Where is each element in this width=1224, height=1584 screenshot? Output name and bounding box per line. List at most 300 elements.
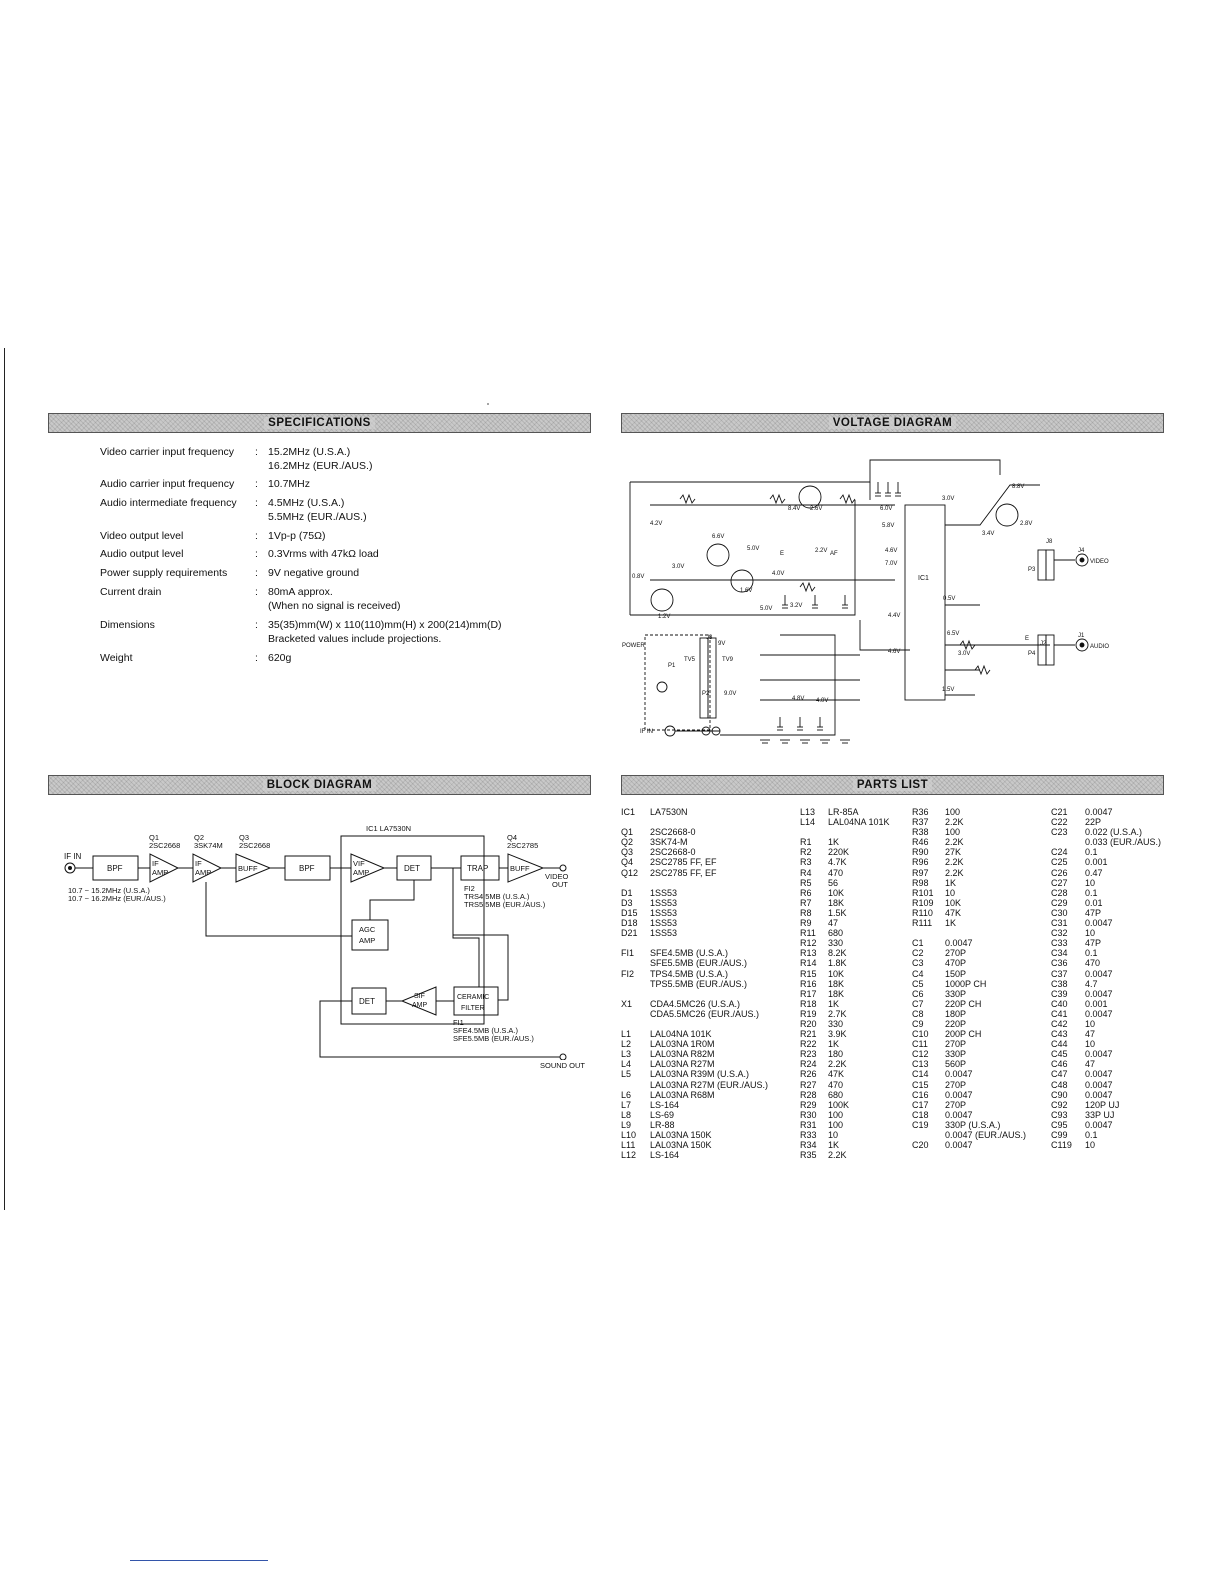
svg-text:IF: IF [152,859,159,868]
svg-text:VIF: VIF [353,859,365,868]
part-value: 2SC2668-0 [650,847,696,858]
vd-voltage-label: 4.0V [816,698,829,704]
part-value: TPS4.5MB (U.S.A.) [650,968,729,979]
part-value: 470 [828,867,844,878]
vd-voltage-label: 4.4V [888,613,901,619]
part-ref: C24 [1051,847,1068,858]
part-value: 0.001 [1085,998,1108,1009]
part-ref: R9 [800,918,812,929]
part-ref: R19 [800,1008,817,1019]
part-ref: FI2 [621,968,635,979]
vd-voltage-label: J1 [1078,633,1085,639]
part-value: 0.1 [1085,847,1098,858]
bd-fi2: FI2 [464,884,475,893]
part-ref: R35 [800,1150,817,1161]
part-value: LAL03NA 150K [650,1130,712,1140]
bd-sif-amp-triangle [402,987,436,1015]
part-value: 0.0047 [1085,1069,1113,1080]
spec-colon: : [255,446,258,458]
part-ref: L5 [621,1069,632,1080]
part-value: 4.7 [1085,978,1098,989]
parts-row [621,928,796,938]
vd-voltage-label: E [780,551,785,557]
part-ref: L3 [621,1049,632,1060]
parts-row [912,1039,1050,1049]
part-value: 270P [945,1039,967,1050]
parts-row [912,948,1050,958]
parts-row [912,878,1050,888]
vd-voltage-label: J2 [1040,641,1047,647]
part-value: 0.0047 [945,1140,973,1151]
part-ref: R30 [800,1109,817,1120]
bd-det2: DET [359,997,375,1006]
part-value: 0.0047 [945,938,973,949]
part-ref: C37 [1051,968,1068,979]
part-value: 47P [1085,938,1102,949]
parts-row [1051,1120,1161,1130]
part-value: LAL03NA 1R0M [650,1039,715,1050]
bd-fi1-eur: SFE5.5MB (EUR./AUS.) [453,1034,534,1043]
parts-row [912,928,1050,938]
parts-row [1051,969,1161,979]
part-ref: C29 [1051,897,1068,908]
part-ref: R18 [800,998,817,1009]
part-value: 0.0047 [945,1069,973,1080]
voltage-diagram-header [621,413,1164,433]
parts-row [912,1019,1050,1029]
parts-row [621,948,796,958]
vd-voltage-label: J8 [1046,539,1053,545]
parts-row [621,918,796,928]
part-ref: C48 [1051,1079,1068,1090]
parts-row [800,1029,908,1039]
spec-value: 4.5MHz (U.S.A.) [268,497,345,509]
part-value: 1SS53 [650,928,678,939]
parts-row [912,918,1050,928]
spec-label: Power supply requirements [100,567,228,579]
parts-row [621,989,796,999]
parts-row [1051,1049,1161,1059]
vd-connector-p4 [1046,635,1054,665]
parts-row [800,999,908,1009]
part-value: 0.0047 [1085,1008,1113,1019]
parts-row [912,837,1050,847]
part-ref: R1 [800,837,812,848]
part-ref: FI1 [621,948,635,959]
part-value: 1K [828,1039,840,1050]
part-value: TPS5.5MB (EUR./AUS.) [650,978,748,989]
parts-row [621,969,796,979]
part-value: 100 [945,827,961,838]
parts-row [621,958,796,968]
parts-row [912,898,1050,908]
part-value: LAL03NA R27M (EUR./AUS.) [650,1079,769,1090]
vd-voltage-label: 6.6V [712,534,725,540]
spec-value: 1Vp-p (75Ω) [268,530,326,542]
parts-row [1051,1090,1161,1100]
parts-row [1051,1039,1161,1049]
bd-buff2: BUFF [510,864,530,873]
part-value: 47P [1085,907,1102,918]
footer-rule [130,1560,268,1561]
spec-colon: : [255,652,258,664]
parts-row [621,1100,796,1110]
vd-voltage-label: 5.0V [747,546,760,552]
part-ref: L1 [621,1029,632,1040]
part-ref: R33 [800,1130,817,1140]
spec-value: 5.5MHz (EUR./AUS.) [268,511,367,523]
vd-voltage-label: 7.0V [885,561,898,567]
parts-row [621,979,796,989]
part-ref: C45 [1051,1049,1068,1060]
part-value: 1SS53 [650,907,678,918]
parts-row [912,1100,1050,1110]
vd-voltage-label: 2.2V [815,548,828,554]
parts-row [800,928,908,938]
part-value: 56 [828,877,839,888]
spec-label: Audio intermediate frequency [100,497,237,509]
part-ref: C41 [1051,1008,1068,1019]
parts-row [912,1120,1050,1130]
part-value: 0.47 [1085,867,1103,878]
part-ref: R37 [912,817,929,828]
part-value: 1.5K [828,907,847,918]
vd-voltage-label: E [1025,636,1030,642]
parts-row [912,1090,1050,1100]
bd-q4-part: 2SC2785 [507,841,539,850]
parts-row [621,878,796,888]
vd-voltage-label: 8.4V [788,506,801,512]
parts-row [1051,1029,1161,1039]
bd-ic1: IC1 LA7530N [366,824,412,833]
part-value: 0.033 (EUR./AUS.) [1085,837,1162,848]
spec-colon: : [255,619,258,631]
parts-row [800,1009,908,1019]
part-ref: R31 [800,1119,817,1130]
parts-row [1051,1140,1161,1150]
part-value: 10K [828,887,845,898]
vd-voltage-label: 4.2V [650,521,663,527]
parts-row [800,888,908,898]
spec-value: Bracketed values include projections. [268,633,442,645]
parts-row [800,918,908,928]
svg-text:IF: IF [195,859,202,868]
part-ref: R16 [800,978,817,989]
part-ref: D3 [621,897,633,908]
part-ref: D21 [621,928,638,939]
parts-row [800,898,908,908]
part-value: 2SC2785 FF, EF [650,867,717,878]
part-value: 560P [945,1059,967,1070]
part-ref: R24 [800,1059,817,1070]
part-value: 2.2K [945,817,964,828]
part-ref: C34 [1051,948,1068,959]
vd-voltage-label: 2.6V [810,506,823,512]
part-ref: L12 [621,1150,637,1161]
svg-text:OUT: OUT [552,880,568,889]
parts-row [621,827,796,837]
part-ref: C30 [1051,907,1068,918]
part-ref: C4 [912,968,924,979]
vd-ic1-box [905,505,945,700]
vd-voltage-label: 5.8V [882,523,895,529]
part-value: 100K [828,1099,850,1110]
part-ref: C14 [912,1069,929,1080]
parts-row [800,1130,908,1140]
part-value: 0.0047 [945,1089,973,1100]
parts-list-col4 [1051,807,1161,1150]
parts-row [800,1049,908,1059]
part-value: 470 [828,1079,844,1090]
parts-row [800,969,908,979]
parts-row [1051,1100,1161,1110]
vd-voltage-label: 0.8V [632,574,645,580]
part-ref: R3 [800,857,812,868]
parts-row [621,1049,796,1059]
vd-voltage-label: 4.8V [792,696,805,702]
parts-row [1051,979,1161,989]
parts-row [912,1140,1050,1150]
parts-row [1051,807,1161,817]
part-ref: R13 [800,948,817,959]
spec-label: Current drain [100,586,162,598]
part-ref: C33 [1051,938,1068,949]
bd-bpf2: BPF [299,864,315,873]
part-ref: R21 [800,1029,817,1040]
block-diagram-title: BLOCK DIAGRAM [263,779,377,791]
part-ref: C39 [1051,988,1068,999]
video-out-connector-icon [560,865,566,871]
parts-row [1051,868,1161,878]
parts-row [1051,918,1161,928]
part-ref: C119 [1051,1140,1072,1151]
spec-value: 10.7MHz [268,478,311,490]
part-value: 1K [945,877,957,888]
part-ref: L4 [621,1059,632,1070]
vd-voltage-label: 3.2V [790,603,803,609]
spec-label: Audio carrier input frequency [100,478,235,490]
part-value: CDA4.5MC26 (U.S.A.) [650,998,741,1009]
parts-row [912,1080,1050,1090]
part-value: 1K [828,998,840,1009]
spec-value: 0.3Vrms with 47kΩ load [268,548,379,560]
part-ref: C90 [1051,1089,1068,1100]
spec-colon: : [255,497,258,509]
part-value: 1K [945,918,957,929]
vd-voltage-label: 1.6V [740,588,753,594]
vd-voltage-label: 5.0V [760,606,773,612]
parts-row [621,1080,796,1090]
parts-row [800,1110,908,1120]
parts-row [1051,1110,1161,1120]
part-ref: Q12 [621,867,639,878]
svg-text:AMP: AMP [359,936,376,945]
part-value: 4.7K [828,857,847,868]
parts-list-col2 [800,807,908,1160]
part-ref: C9 [912,1018,924,1029]
part-ref: R111 [912,918,933,929]
part-ref: Q2 [621,837,634,848]
part-ref: R6 [800,887,812,898]
svg-text:AMP: AMP [152,868,169,877]
spec-colon: : [255,548,258,560]
svg-text:AMP: AMP [412,1002,428,1009]
parts-row [1051,898,1161,908]
part-ref: R12 [800,938,817,949]
spec-label: Dimensions [100,619,155,631]
parts-row [912,999,1050,1009]
parts-row [912,958,1050,968]
part-ref: R46 [912,837,929,848]
part-ref: R8 [800,907,812,918]
spec-value: (When no signal is received) [268,600,401,612]
part-value: LR-85A [828,807,859,817]
part-ref: C32 [1051,928,1068,939]
part-value: 18K [828,897,845,908]
parts-row [912,979,1050,989]
vd-voltage-label: TV5 [684,657,696,663]
vd-voltage-label: 1.2V [658,614,671,620]
parts-row [621,908,796,918]
parts-row [621,1009,796,1019]
part-value: 2.7K [828,1008,847,1019]
part-value: 18K [828,988,845,999]
part-ref: R101 [912,887,934,898]
part-value: SFE5.5MB (EUR./AUS.) [650,958,748,969]
part-ref: C38 [1051,978,1068,989]
parts-row [621,1130,796,1140]
part-value: 10 [1085,1018,1096,1029]
parts-row [1051,999,1161,1009]
parts-row [621,888,796,898]
parts-row [912,938,1050,948]
part-ref: C6 [912,988,924,999]
part-ref: L10 [621,1130,637,1140]
parts-list-header [621,775,1164,795]
parts-row [912,857,1050,867]
part-value: 470 [1085,958,1101,969]
vd-voltage-label: 4.0V [772,571,785,577]
parts-row [912,1059,1050,1069]
bd-q3: Q3 [239,833,250,842]
part-value: 680 [828,1089,844,1100]
parts-row [1051,908,1161,918]
parts-row [621,1069,796,1079]
vd-voltage-label: J3 [706,635,713,641]
bd-trap: TRAP [467,864,489,873]
parts-row [621,1039,796,1049]
bd-fi2-usa: TRS4.5MB (U.S.A.) [464,892,530,901]
part-ref: C93 [1051,1109,1068,1120]
part-ref: R2 [800,847,812,858]
parts-row [1051,857,1161,867]
parts-row [912,827,1050,837]
spec-value: 9V negative ground [268,567,360,579]
parts-row [912,1130,1050,1140]
vd-voltage-label: J4 [1078,548,1085,554]
vd-voltage-label: 2.8V [1020,521,1033,527]
parts-row [800,1140,908,1150]
part-ref: C10 [912,1029,929,1040]
part-ref: C23 [1051,827,1068,838]
part-ref: C7 [912,998,924,1009]
part-ref: C1 [912,938,924,949]
parts-row [1051,878,1161,888]
parts-row [800,827,908,837]
parts-row [912,817,1050,827]
vd-voltage-label: 9.0V [724,691,737,697]
parts-row [621,847,796,857]
part-ref: IC1 [621,807,636,817]
part-ref: C8 [912,1008,924,1019]
part-ref: C27 [1051,877,1068,888]
part-value: 2.2K [945,837,964,848]
parts-row [1051,1019,1161,1029]
part-value: LAL03NA R27M [650,1059,715,1070]
bd-q3-part: 2SC2668 [239,841,271,850]
part-value: 180P [945,1008,967,1019]
part-ref: C22 [1051,817,1068,828]
part-value: 3.9K [828,1029,847,1040]
part-ref: R22 [800,1039,817,1050]
part-value: 10 [1085,1039,1096,1050]
bd-q1: Q1 [149,833,160,842]
parts-row [800,1090,908,1100]
part-ref: L14 [800,817,816,828]
part-value: 10K [945,897,962,908]
part-value: 220P [945,1018,967,1029]
parts-row [912,1009,1050,1019]
parts-row [800,1019,908,1029]
spec-value: 620g [268,652,292,664]
part-ref: C40 [1051,998,1068,1009]
part-ref: R4 [800,867,812,878]
vd-if-in: IF IN [640,729,653,735]
part-value: 18K [828,978,845,989]
vd-voltage-label: 3.0V [672,564,685,570]
part-ref: Q3 [621,847,634,858]
svg-text:VIDEO: VIDEO [545,872,569,881]
part-ref: R36 [912,807,929,817]
parts-row [800,837,908,847]
part-ref: L11 [621,1140,636,1151]
vd-video: VIDEO [1090,559,1109,565]
parts-row [1051,948,1161,958]
vd-transistor-q1 [651,589,673,611]
svg-text:AMP: AMP [353,868,370,877]
parts-row [621,999,796,1009]
bd-if-in: IF IN [64,852,82,861]
part-ref: L9 [621,1119,632,1130]
parts-row [1051,1059,1161,1069]
part-value: 0.0047 [1085,918,1113,929]
part-value: 330P (U.S.A.) [945,1119,1001,1130]
part-value: 0.0047 [1085,1079,1113,1090]
bd-bpf1: BPF [107,864,123,873]
parts-row [621,1019,796,1029]
part-ref: R29 [800,1099,817,1110]
part-value: 47K [945,907,962,918]
part-ref: R14 [800,958,817,969]
parts-list-title: PARTS LIST [853,779,932,791]
spec-value: 35(35)mm(W) x 110(110)mm(H) x 200(214)mm(D) [268,619,502,631]
parts-row [912,1029,1050,1039]
part-ref: Q4 [621,857,634,868]
part-value: 220P CH [945,998,982,1009]
part-value: 100 [828,1119,844,1130]
parts-row [1051,938,1161,948]
part-value: 10 [1085,928,1096,939]
